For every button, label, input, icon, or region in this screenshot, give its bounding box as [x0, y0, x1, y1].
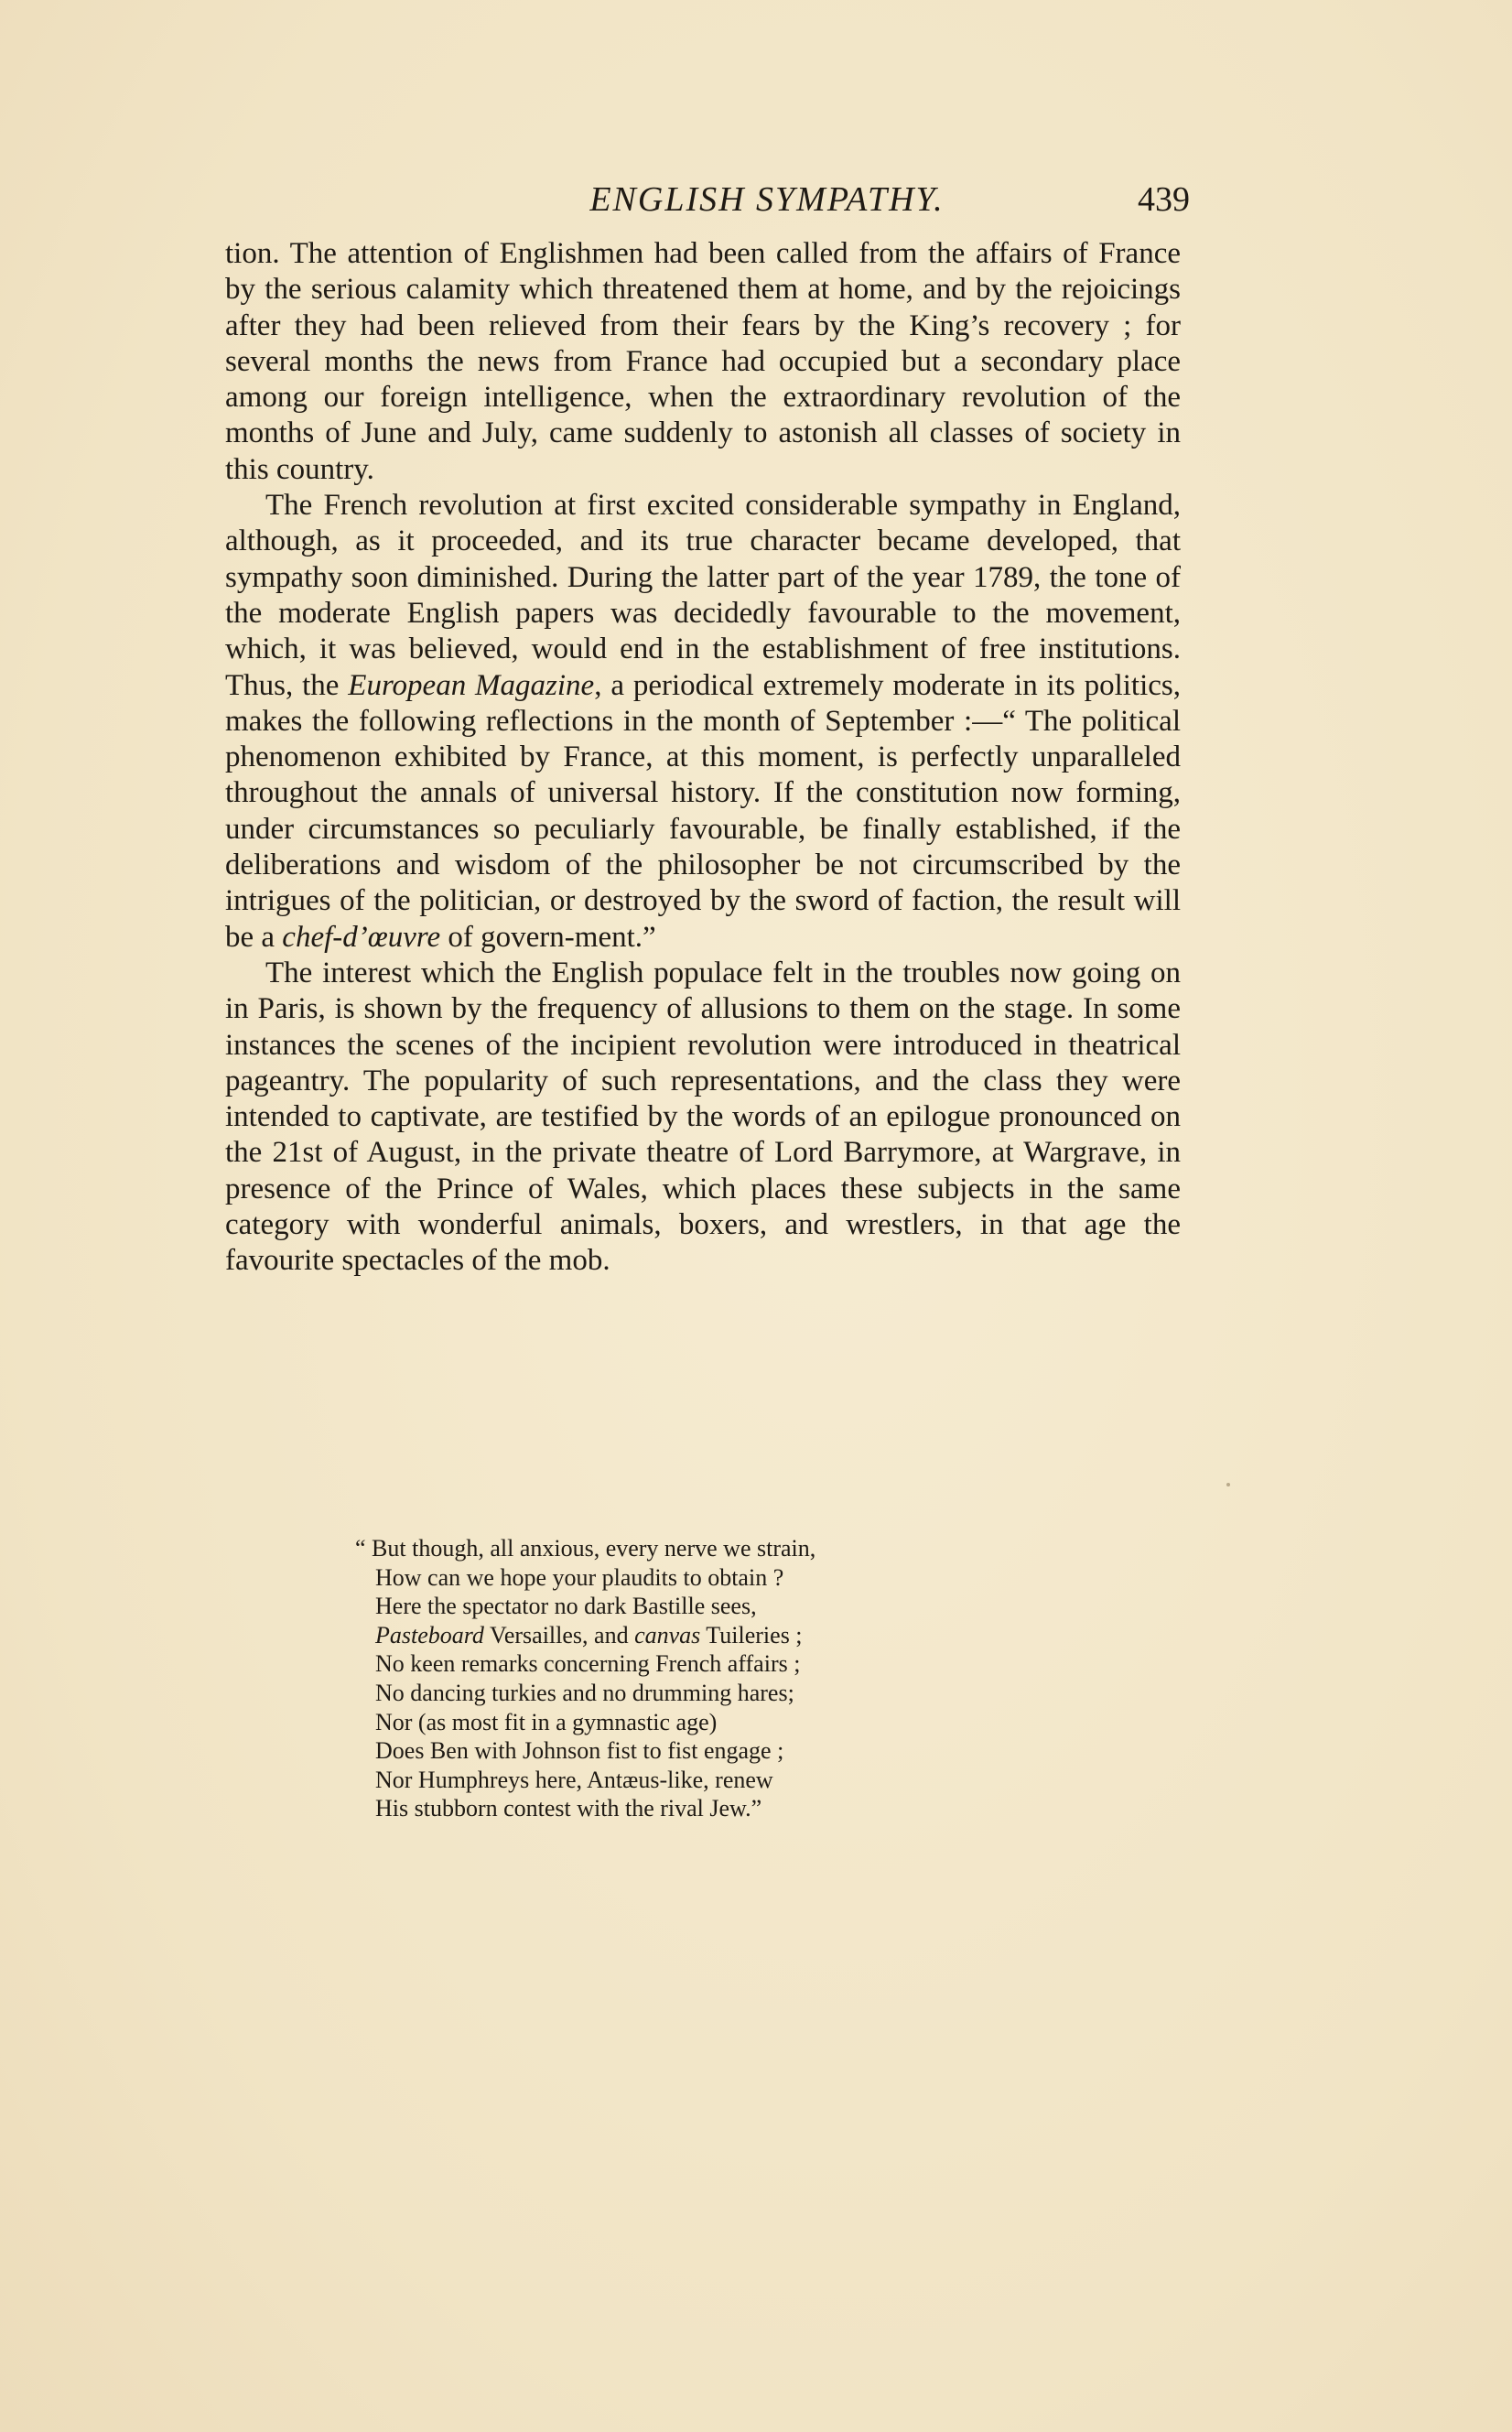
verse-line-10: His stubborn contest with the rival Jew.”: [375, 1795, 762, 1822]
page-number: 439: [1138, 180, 1190, 219]
verse-italic-pasteboard: Pasteboard: [375, 1621, 484, 1648]
paragraph-2-text-3: of govern-ment.”: [440, 920, 656, 954]
page-header: [225, 179, 1190, 231]
paragraph-2-text-2: , a periodical extremely moderate in its politics, makes the following reflections in the month of September :—“ The political phenomenon exhibited by France, at this moment, is perfectly unparalleled throughout the annals of universal history. If the constitution now forming, under circumstances so peculiarly favourable, be finally established, if the deliberations and wisdom of the philosopher be not circumscribed by the intrigues of the politician, or destroyed by the sword of faction, the result will be a: [225, 668, 1181, 954]
verse-line-5: No keen remarks concerning French affairs ;: [375, 1650, 801, 1678]
body-text: [225, 236, 1181, 1280]
verse-line-4: [375, 1621, 1016, 1650]
paragraph-1: tion. The attention of Englishmen had been called from the affairs of France by the serious calamity which threatened them at home, and by the rejoicings after they had been relieved from their fears by the King’s recovery ; for several months the news from France had occupied but a secondary place among our foreign intelligence, when the extraordinary revolution of the months of June and July, came suddenly to astonish all classes of society in this country.: [225, 237, 1181, 486]
verse-italic-canvas: canvas: [634, 1621, 701, 1648]
verse-line-1: “ But though, all anxious, every nerve we strain,: [355, 1535, 816, 1562]
verse-line-4-text-b: Tuileries ;: [700, 1621, 803, 1648]
verse-line-2: How can we hope your plaudits to obtain ?: [375, 1563, 784, 1591]
verse-line-8: Does Ben with Johnson fist to fist engage ;: [375, 1737, 784, 1765]
paragraph-2-text-1: The French revolution at first excited considerable sympathy in England, although, as it proceeded, and its true character became developed, that sympathy soon diminished. During the latter part of the year 1789, the tone of the moderate English papers was decidedly favourable to the movement, which, it was believed, would end in the establishment of free institutions. Thus, the: [225, 489, 1181, 702]
paragraph-2: [225, 488, 1181, 956]
running-title: ENGLISH SYMPATHY.: [589, 180, 945, 219]
verse-line-3: Here the spectator no dark Bastille sees,: [375, 1593, 757, 1620]
italic-chef-doeuvre: chef-d’œuvre: [282, 920, 441, 954]
verse-line-4-text-a: Versailles, and: [483, 1621, 635, 1648]
verse-line-7: Nor (as most fit in a gymnastic age): [375, 1708, 718, 1735]
paper-speck: [1226, 1483, 1230, 1486]
verse-line-6: No dancing turkies and no drumming hares;: [375, 1679, 794, 1706]
verse-line-9: Nor Humphreys here, Antæus-like, renew: [375, 1766, 773, 1793]
paragraph-3: The interest which the English populace felt in the troubles now going on in Paris, is shown by the frequency of allusions to them on the stage. In some instances the scenes of the incipient revolution were introduced in theatrical pageantry. The popularity of such representations, and the class they were intended to captivate, are testified by the words of an epilogue pronounced on the 21st of August, in the private theatre of Lord Barrymore, at Wargrave, in presence of the Prince of Wales, which places these subjects in the same category with wonderful animals, boxers, and wrestlers, in that age the favourite spectacles of the mob.: [225, 956, 1181, 1278]
italic-european-magazine: European Magazine: [348, 668, 595, 702]
epilogue-verse: [355, 1534, 1016, 1823]
